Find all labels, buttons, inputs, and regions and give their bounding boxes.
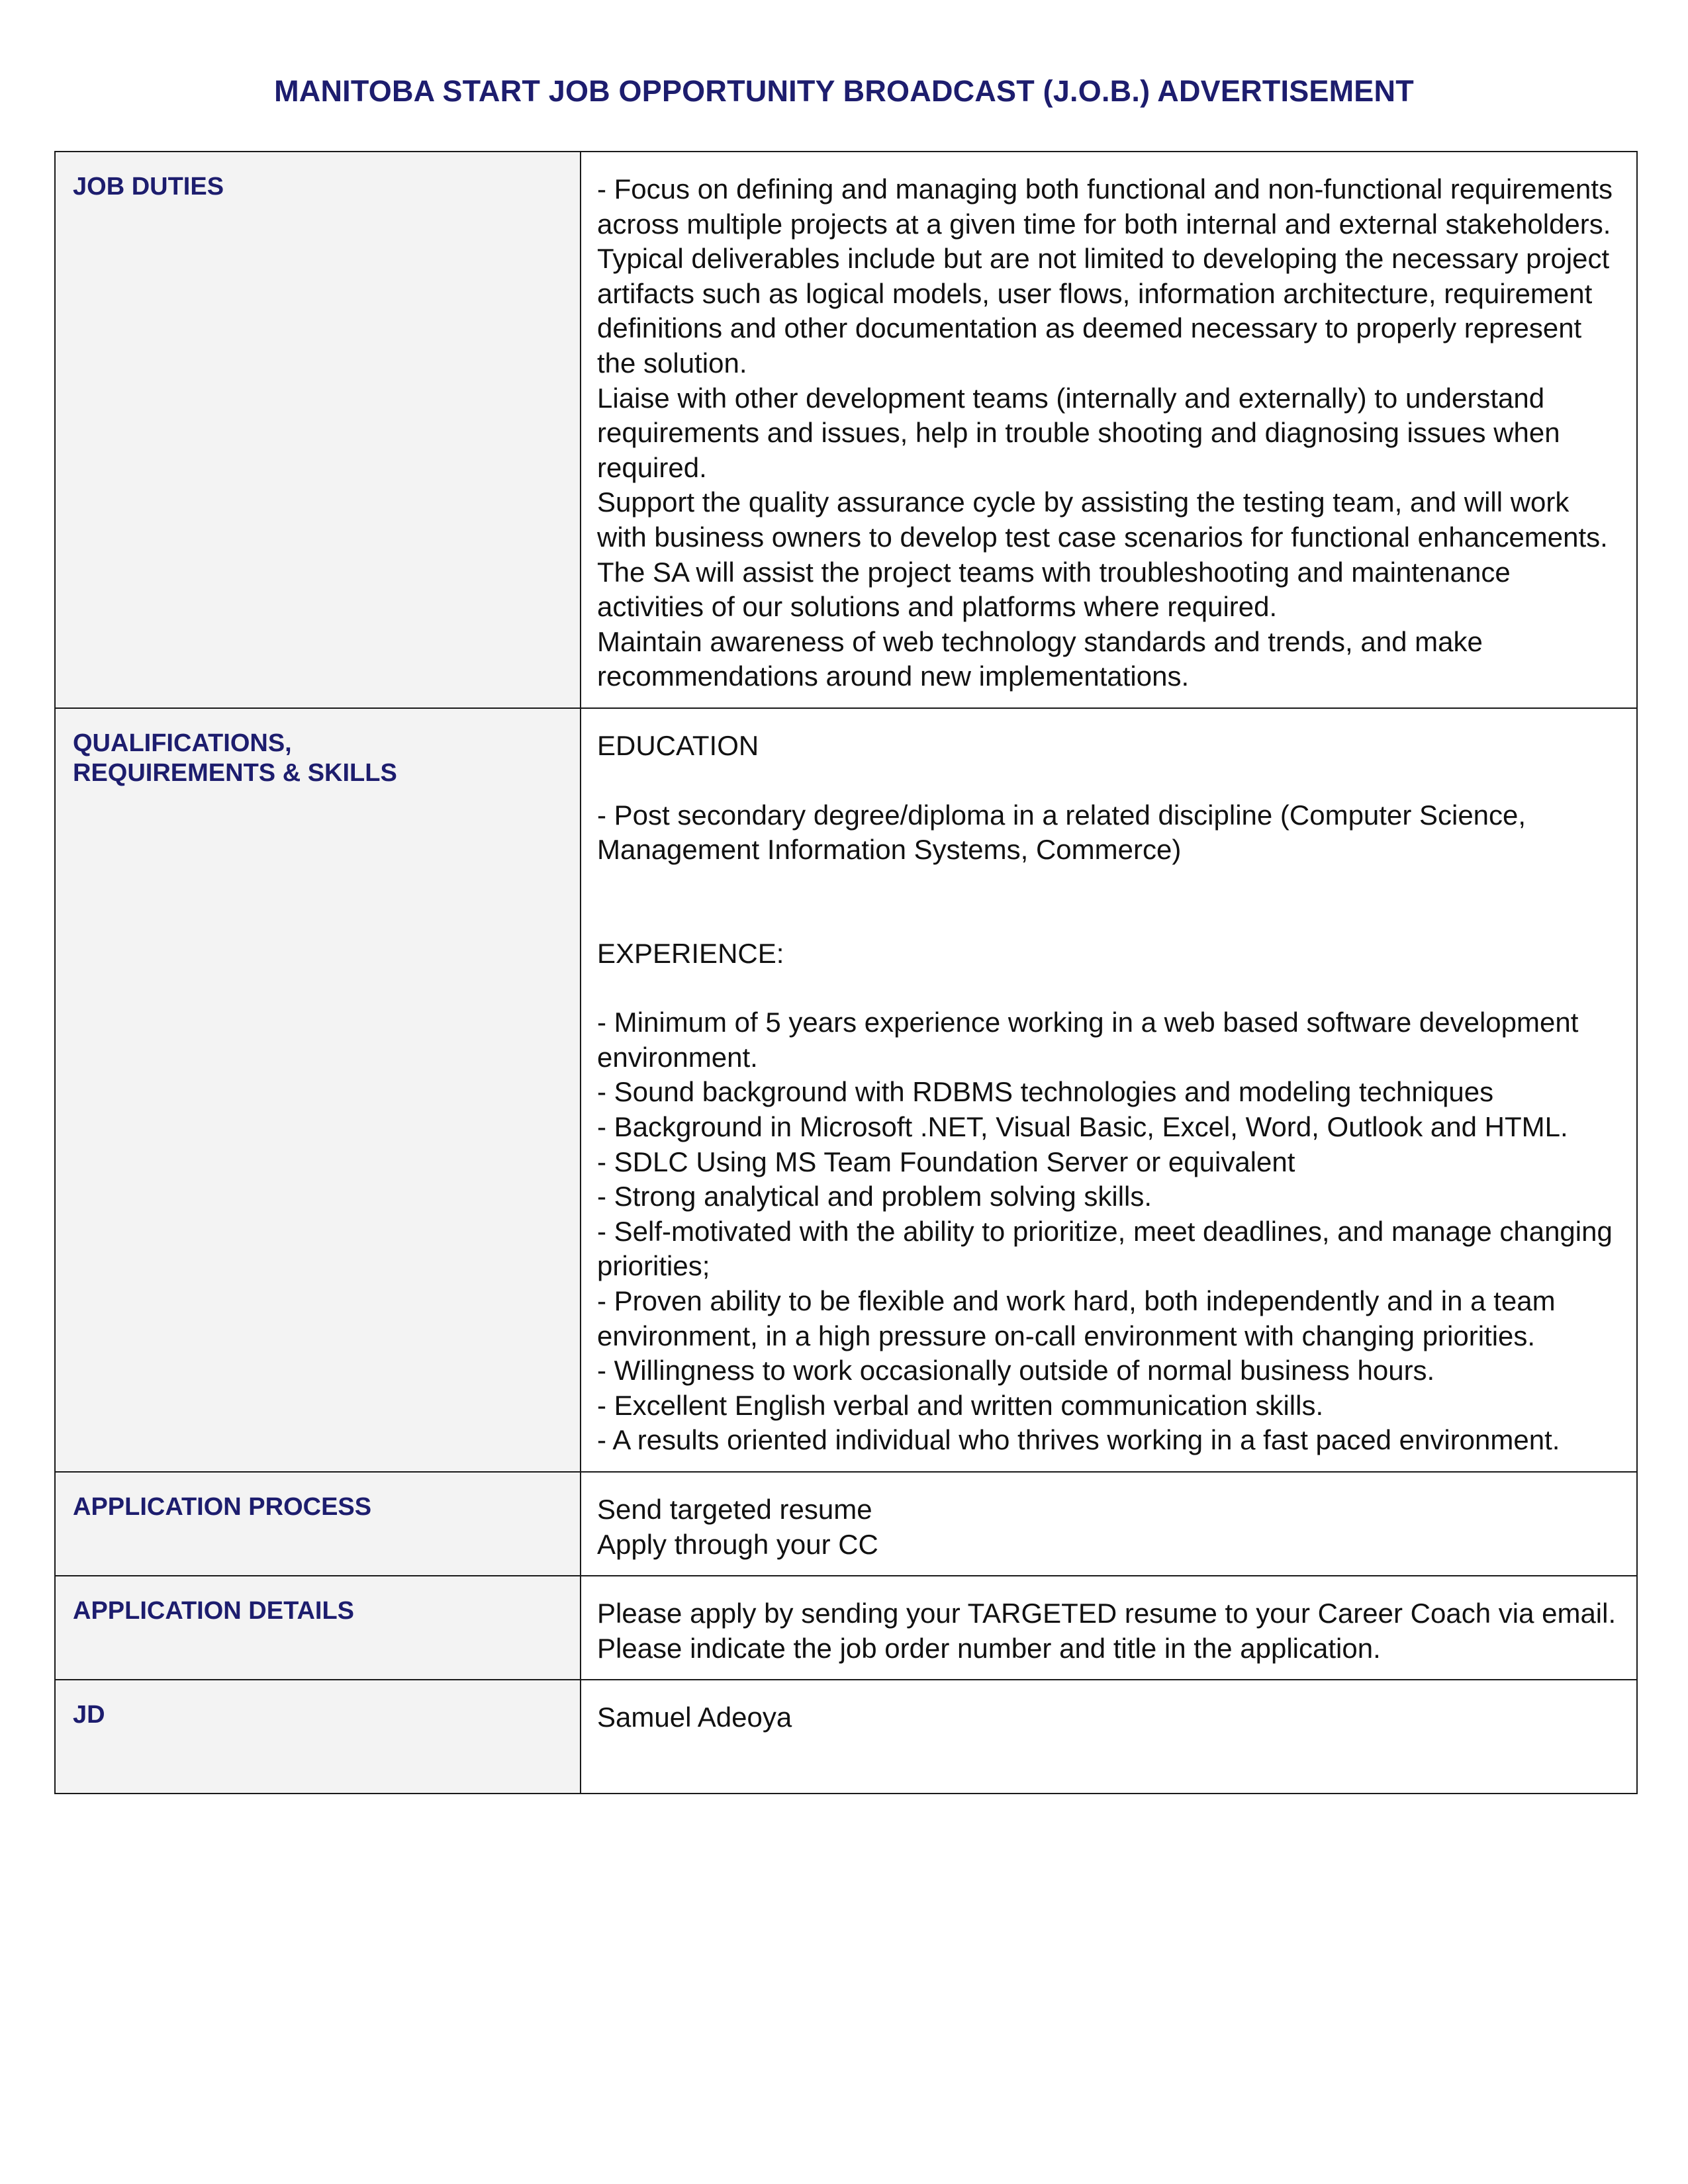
experience-item: - Willingness to work occasionally outside of normal business hours. xyxy=(597,1355,1435,1387)
page-title: MANITOBA START JOB OPPORTUNITY BROADCAST (J.O.B.) ADVERTISEMENT xyxy=(274,74,1414,108)
qualifications-content xyxy=(581,708,1637,1472)
application-process-content xyxy=(581,1472,1637,1576)
experience-heading: EXPERIENCE: xyxy=(597,937,784,969)
application-process-line: Send targeted resume xyxy=(597,1494,872,1525)
experience-item: - Sound background with RDBMS technologies and modeling techniques xyxy=(597,1076,1494,1108)
jd-value: Samuel Adeoya xyxy=(581,1680,1637,1794)
experience-item: - Excellent English verbal and written communication skills. xyxy=(597,1389,1324,1421)
spacer xyxy=(597,971,1620,1005)
job-advertisement-table xyxy=(54,151,1638,1794)
row-qualifications xyxy=(55,708,1637,1472)
row-application-details xyxy=(55,1576,1637,1680)
experience-item: - Minimum of 5 years experience working in a web based software development environment. xyxy=(597,1007,1579,1073)
application-details-text: Please apply by sending your TARGETED resume to your Career Coach via email. Please indicate the job order number and title in the application. xyxy=(597,1598,1617,1664)
experience-item: - Proven ability to be flexible and work hard, both independently and in a team environment, in a high pressure on-call environment with changing priorities. xyxy=(597,1285,1556,1351)
row-application-process xyxy=(55,1472,1637,1576)
experience-item: - Strong analytical and problem solving skills. xyxy=(597,1181,1152,1212)
qualifications-label-line: REQUIREMENTS & SKILLS xyxy=(73,758,397,787)
application-process-label: APPLICATION PROCESS xyxy=(55,1472,581,1576)
job-duty-paragraph: Liaise with other development teams (internally and externally) to understand requirements and issues, help in trouble shooting and diagnosing issues when required. xyxy=(597,382,1560,483)
experience-item: - Self-motivated with the ability to prioritize, meet deadlines, and manage changing priorities; xyxy=(597,1215,1613,1282)
spacer xyxy=(597,868,1620,936)
spacer xyxy=(597,764,1620,798)
application-details-label: APPLICATION DETAILS xyxy=(55,1576,581,1680)
row-jd xyxy=(55,1680,1637,1794)
jd-label: JD xyxy=(55,1680,581,1794)
job-duty-paragraph: Maintain awareness of web technology standards and trends, and make recommendations around new implementations. xyxy=(597,625,1483,692)
application-details-content xyxy=(581,1576,1637,1680)
qualifications-label xyxy=(55,708,581,1472)
experience-item: - A results oriented individual who thrives working in a fast paced environment. xyxy=(597,1424,1560,1456)
experience-item: - SDLC Using MS Team Foundation Server or equivalent xyxy=(597,1146,1295,1177)
education-item: - Post secondary degree/diploma in a related discipline (Computer Science, Management Information Systems, Commerce) xyxy=(597,799,1526,866)
job-duty-paragraph: Support the quality assurance cycle by assisting the testing team, and will work with business owners to develop test case scenarios for functional enhancements. The SA will assist the project teams with troubleshooting and maintenance activities of our solutions and platforms where required. xyxy=(597,486,1608,623)
job-duty-paragraph: - Focus on defining and managing both functional and non-functional requirements across multiple projects at a given time for both internal and external stakeholders. Typical deliverables include but are not limited to developing the necessary project artifacts such as logical models, user flows, information architecture, requirement definitions and other documentation as deemed necessary to properly represent the solution. xyxy=(597,173,1613,379)
qualifications-label-line: QUALIFICATIONS, xyxy=(73,729,292,757)
application-process-line: Apply through your CC xyxy=(597,1528,878,1560)
row-job-duties xyxy=(55,152,1637,708)
experience-item: - Background in Microsoft .NET, Visual Basic, Excel, Word, Outlook and HTML. xyxy=(597,1111,1568,1143)
education-heading: EDUCATION xyxy=(597,729,759,761)
job-duties-content xyxy=(581,152,1637,708)
job-duties-label: JOB DUTIES xyxy=(55,152,581,708)
